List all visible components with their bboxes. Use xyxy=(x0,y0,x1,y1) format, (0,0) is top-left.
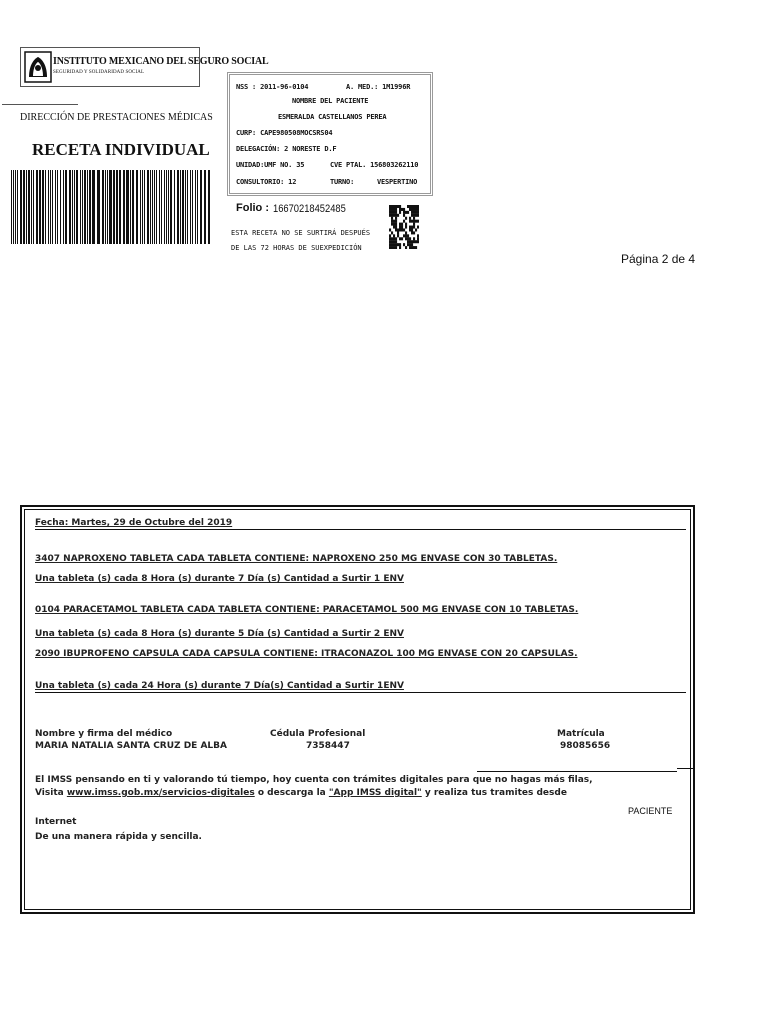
folio-number: 16670218452485 xyxy=(273,203,346,215)
logo-title: INSTITUTO MEXICANO DEL SEGURO SOCIAL xyxy=(53,56,269,67)
consultorio: CONSULTORIO: 12 xyxy=(236,178,297,186)
curp: CURP: CAPE980508MOCSRS04 xyxy=(236,129,333,137)
medicamento-2: 0104 PARACETAMOL TABLETA CADA TABLETA CONTIENE: PARACETAMOL 500 MG ENVASE CON 10 TABLETAS. xyxy=(35,605,579,615)
turno-label: TURNO: xyxy=(330,178,355,186)
page-number: Página 2 de 4 xyxy=(621,252,696,266)
agregado-medico: A. MED.: 1M1996R xyxy=(346,83,411,91)
patient-info-box xyxy=(227,72,433,196)
medicamento-3: 2090 IBUPROFENO CAPSULA CADA CAPSULA CONTIENE: ITRACONAZOL 100 MG ENVASE CON 20 CAPSULAS. xyxy=(35,649,578,659)
matricula: 98085656 xyxy=(560,741,611,751)
fecha: Fecha: Martes, 29 de Octubre del 2019 xyxy=(35,518,233,528)
aviso-mid: o descarga la xyxy=(254,788,329,798)
indicacion-1: Una tableta (s) cada 8 Hora (s) durante 7 Día (s) Cantidad a Surtir 1 ENV xyxy=(35,574,404,584)
prescription-box xyxy=(20,505,695,914)
signature-line-tail xyxy=(677,768,693,769)
unidad: UNIDAD:UMF NO. 35 xyxy=(236,161,305,169)
signature-line xyxy=(477,771,677,772)
medico-label: Nombre y firma del médico xyxy=(35,729,173,739)
document-title: RECETA INDIVIDUAL xyxy=(32,140,210,159)
cedula: 7358447 xyxy=(306,741,350,751)
indicacion-2: Una tableta (s) cada 8 Hora (s) durante 5 Día (s) Cantidad a Surtir 2 ENV xyxy=(35,629,404,639)
delegacion: DELEGACIÓN: 2 NORESTE D.F xyxy=(236,145,337,153)
divider xyxy=(2,104,78,105)
logo-subtitle: SEGURIDAD Y SOLIDARIDAD SOCIAL xyxy=(53,70,145,75)
app-imss-digital-link[interactable]: "App IMSS digital" xyxy=(328,788,422,798)
cve-ptal: CVE PTAL. 156803262110 xyxy=(330,161,419,169)
qr-code-icon xyxy=(389,205,419,249)
fecha-underline xyxy=(35,529,686,530)
folio-label: Folio : xyxy=(236,202,269,214)
imss-emblem-icon xyxy=(24,51,52,83)
turno: VESPERTINO xyxy=(377,178,418,186)
expiry-note-line1: ESTA RECETA NO SE SURTIRÁ DESPUÉS xyxy=(231,229,371,237)
indicacion-3: Una tableta (s) cada 24 Hora (s) durante 7 Día(s) Cantidad a Surtir 1ENV xyxy=(35,681,404,691)
barcode-icon xyxy=(10,170,212,244)
nss: NSS : 2011-96-0104 xyxy=(236,83,309,91)
aviso-line1: El IMSS pensando en ti y valorando tú tiempo, hoy cuenta con trámites digitales para que no hagas más filas, xyxy=(35,775,593,785)
aviso-line2 xyxy=(35,788,567,798)
patient-name-label: NOMBRE DEL PACIENTE xyxy=(292,97,369,105)
medico-nombre: MARIA NATALIA SANTA CRUZ DE ALBA xyxy=(35,741,227,751)
patient-name: ESMERALDA CASTELLANOS PEREA xyxy=(278,113,387,121)
aviso-end: y realiza tus tramites desde xyxy=(421,788,567,798)
indicaciones-underline xyxy=(35,692,686,693)
cedula-label: Cédula Profesional xyxy=(270,729,366,739)
aviso-line3: Internet xyxy=(35,817,77,827)
paciente-label: PACIENTE xyxy=(628,806,673,816)
medicamento-1: 3407 NAPROXENO TABLETA CADA TABLETA CONTIENE: NAPROXENO 250 MG ENVASE CON 30 TABLETAS. xyxy=(35,554,558,564)
imss-digital-link[interactable]: www.imss.gob.mx/servicios-digitales xyxy=(66,788,255,798)
matricula-label: Matrícula xyxy=(557,729,605,739)
direccion-heading: DIRECCIÓN DE PRESTACIONES MÉDICAS xyxy=(20,112,213,123)
expiry-note-line2: DE LAS 72 HORAS DE SUEXPEDICIÓN xyxy=(231,244,362,252)
prescription-inner-frame xyxy=(24,509,691,910)
aviso-visita: Visita xyxy=(35,788,67,798)
imss-logo xyxy=(20,47,269,87)
aviso-line4: De una manera rápida y sencilla. xyxy=(35,832,202,842)
